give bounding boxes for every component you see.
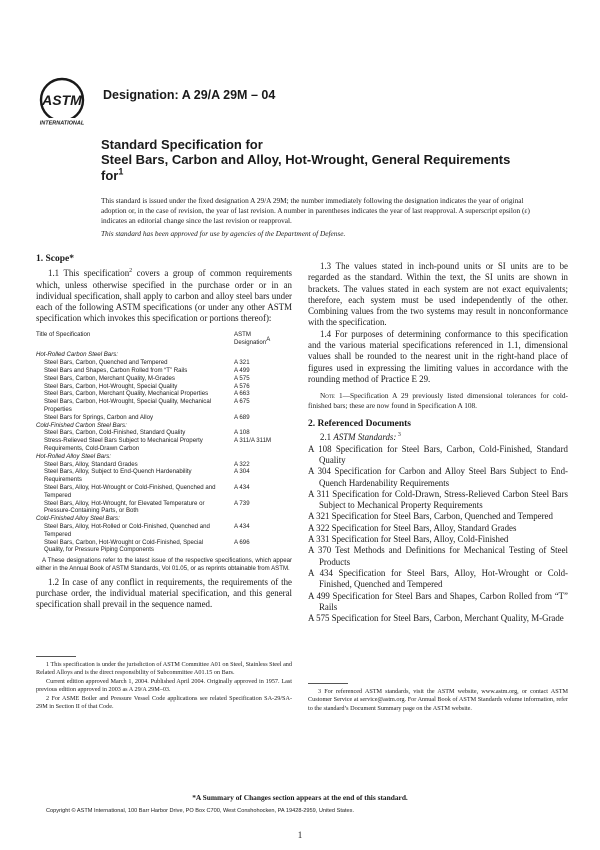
spec-title: Steel Bars, Alloy, Hot-Wrought, for Elevated Temperature or Pressure-Containing Parts, or Both [44,499,205,515]
spec-designation: A 663 [234,390,250,398]
spec-table-row [36,500,292,516]
right-column [308,261,568,624]
footnote-rule-left [36,656,76,657]
spec-designation: A 696 [234,538,250,546]
spec-title: Steel Bars, Alloy, Standard Grades [44,460,138,468]
spec-table-footnote: A These designations refer to the latest issue of the respective specifications, which appear either in the Annual Book of ASTM Standards, Vol 01.05, or as reprints obtainable from ASTM. [36,557,292,572]
spec-table-row [36,429,292,437]
spec-designation: A 434 [234,522,250,530]
spec-table-category: Cold-Finished Carbon Steel Bars: [36,421,127,429]
spec-designation: A 108 [234,429,250,437]
logo-text: ASTM [42,92,82,108]
copyright: Copyright © ASTM International, 100 Barr Harbor Drive, PO Box C700, West Conshohocken, PA 19428-2959, United States. [46,808,354,814]
title-footnote-marker: 1 [118,166,124,177]
spec-table-row [36,461,292,469]
referenced-standard-item: A 321 Specification for Steel Bars, Carbon, Quenched and Tempered [308,511,553,522]
footnote-2: 2 For ASME Boiler and Pressure Vessel Code applications see related Specification SA-29/SA-29M in Section II of that Code. [36,694,292,711]
spec-table [36,331,292,573]
scope-1-3: 1.3 The values stated in inch-pound units or SI units are to be regarded as the standard. Within the text, the SI units are shown in brackets. The values stated in each system are not exact equivalents; therefore, each system must be used independently of the other. Combining values from the two systems may result in nonconformance with the specification. [308,261,568,328]
spec-title: Steel Bars, Alloy, Hot-Rolled or Cold-Finished, Quenched and Tempered [44,522,210,538]
spec-title: Steel Bars, Carbon, Merchant Quality, Mechanical Properties [44,390,209,398]
spec-table-row [36,383,292,391]
col-title-header: Title of Specification [36,330,91,338]
footnote-rule-right [308,683,348,684]
footnote-marker-2: 2 [129,268,133,275]
footnotes-left [36,661,292,711]
spec-table-category: Hot-Rolled Alloy Steel Bars: [36,452,111,460]
spec-designation: A 322 [234,460,250,468]
astm-logo [34,74,90,130]
footnote-3: 3 For referenced ASTM standards, visit the ASTM website, www.astm.org, or contact ASTM Customer Service at service@astm.org. For Annual Book of ASTM Standards volume information, refer to the standard’s Document Summary page on the ASTM website. [308,688,568,712]
referenced-documents-heading: 2. Referenced Documents [308,419,411,430]
referenced-standard-item: A 108 Specification for Steel Bars, Carbon, Cold-Finished, Standard Quality [308,443,568,465]
spec-title: Steel Bars, Carbon, Merchant Quality, M-Grades [44,374,175,382]
spec-table-body [36,351,292,554]
title-text: Steel Bars, Carbon and Alloy, Hot-Wrought, General Requirements for [101,152,511,183]
note-1: Note 1—Specification A 29 previously listed dimensional tolerances for cold-finished bars; these are now found in Specification A 108. [308,391,568,410]
referenced-standard-item: A 322 Specification for Steel Bars, Alloy, Standard Grades [308,522,517,533]
scope-1-4: 1.4 For purposes of determining conformance to this specification and the various material specifications referenced in 1.1, dimensional values shall be rounded to the nearest unit in the right-hand place of figures used in expressing the limiting values in accordance with the rounding method of Practice E 29. [308,328,568,384]
spec-title: Stress-Relieved Steel Bars Subject to Mechanical Property Requirements, Cold-Drawn Carbon [44,437,203,452]
spec-table-row [36,398,292,414]
title-line-1: Standard Specification for [101,137,263,152]
footnotes-right [308,688,568,713]
spec-table-header [36,331,292,352]
left-column [36,254,292,611]
footnote-1: 1 This specification is under the jurisdiction of ASTM Committee A01 on Steel, Stainless Steel and Related Alloys and is the direct responsibility of Subcommittee A01.15 on Bars. [36,661,292,677]
referenced-standards-list [308,444,568,625]
spec-title: Steel Bars for Springs, Carbon and Alloy [44,413,154,421]
spec-designation: A 739 [234,499,250,507]
spec-table-category: Hot-Rolled Carbon Steel Bars: [36,351,118,359]
spec-designation: A 689 [234,413,250,421]
referenced-standard-item: A 311 Specification for Cold-Drawn, Stress-Relieved Carbon Steel Bars Subject to Mechanical Property Requirements [308,488,568,511]
summary-of-changes-note: *A Summary of Changes section appears at the end of this standard. [192,793,408,802]
scope-heading: 1. Scope* [36,254,74,264]
issuance-notice: This standard is issued under the fixed designation A 29/A 29M; the number immediately following the designation indicates the year of original adoption or, in the case of revision, the year of last revision. A number in parentheses indicates the year of last reapproval. A superscript epsilon (ε) indicates an editorial change since the last revision or reapproval. [101,196,530,225]
spec-designation: A 311/A 311M [234,437,272,445]
approval-note: This standard has been approved for use by agencies of the Department of Defense. [101,229,346,238]
referenced-standard-item: A 499 Specification for Steel Bars and Shapes, Carbon Rolled from “T” Rails [308,590,568,612]
spec-table-row [36,484,292,500]
spec-designation: A 499 [234,366,250,374]
logo-subtext: INTERNATIONAL [39,120,85,127]
spec-table-row [36,468,292,484]
spec-table-row [36,390,292,398]
page-number: 1 [297,830,303,840]
spec-title: Steel Bars, Carbon, Cold-Finished, Standard Quality [44,429,186,437]
referenced-standard-item: A 331 Specification for Steel Bars, Alloy, Cold-Finished [308,534,509,545]
spec-designation: A 575 [234,374,250,382]
spec-title: Steel Bars, Carbon, Hot-Wrought, Special Quality, Mechanical Properties [44,398,212,413]
title-line-2 [101,152,521,184]
spec-table-row [36,523,292,539]
spec-title: Steel Bars, Carbon, Hot-Wrought or Cold-Finished, Special Quality, for Pressure Piping Components [44,538,204,554]
footnote-1-edition: Current edition approved March 1, 2004. Published April 2004. Originally approved in 1957. Last previous edition approved in 2003 as A 29/A 29M–03. [36,677,292,694]
spec-designation: A 576 [234,382,250,390]
spec-table-row [36,359,292,367]
spec-table-category: Cold-Finished Alloy Steel Bars: [36,515,120,523]
astm-standards-subheading: 2.1 ASTM Standards: $^3$ [320,432,401,443]
spec-title: Steel Bars, Carbon, Quenched and Tempered [44,359,168,367]
spec-title: Steel Bars and Shapes, Carbon Rolled from “T” Rails [44,366,188,374]
spec-table-row [36,375,292,383]
designation: Designation: A 29/A 29M – 04 [103,88,276,102]
referenced-standard-item: A 434 Specification for Steel Bars, Alloy, Hot-Wrought or Cold-Finished, Quenched and Tempered [308,567,568,590]
spec-designation: A 321 [234,359,250,367]
spec-title: Steel Bars, Alloy, Hot-Wrought or Cold-Finished, Quenched and Tempered [44,483,216,499]
referenced-standard-item: A 304 Specification for Carbon and Alloy Steel Bars Subject to End-Quench Hardenability Requirements [308,466,568,488]
spec-designation: A 304 [234,468,250,476]
spec-table-row [36,367,292,375]
scope-1-2: 1.2 In case of any conflict in requirements, the requirements of the purchase order, the individual material specification, and this general specification shall prevail in the sequence named. [36,576,292,610]
spec-table-row [36,437,292,453]
spec-table-row [36,539,292,555]
referenced-standard-item: A 370 Test Methods and Definitions for Mechanical Testing of Steel Products [308,545,568,567]
col-designation-header: ASTM Designation$^A$ [234,330,271,346]
referenced-standard-item: A 575 Specification for Steel Bars, Carbon, Merchant Quality, M-Grade [308,613,564,624]
spec-designation: A 675 [234,398,250,406]
spec-table-row [36,414,292,422]
spec-title: Steel Bars, Carbon, Hot-Wrought, Special Quality [44,382,178,390]
scope-1-1: 1.1 This specification$^2$ covers a group of common requirements which, unless otherwise specified in the purchase order or in an individual specification, shall apply to carbon and alloy steel bars under each of the following ASTM specifications (or under any other ASTM specification which invokes this specification or portions thereof): [36,268,292,324]
spec-designation: A 434 [234,483,250,491]
spec-title: Steel Bars, Alloy, Subject to End-Quench Hardenability Requirements [44,468,192,484]
